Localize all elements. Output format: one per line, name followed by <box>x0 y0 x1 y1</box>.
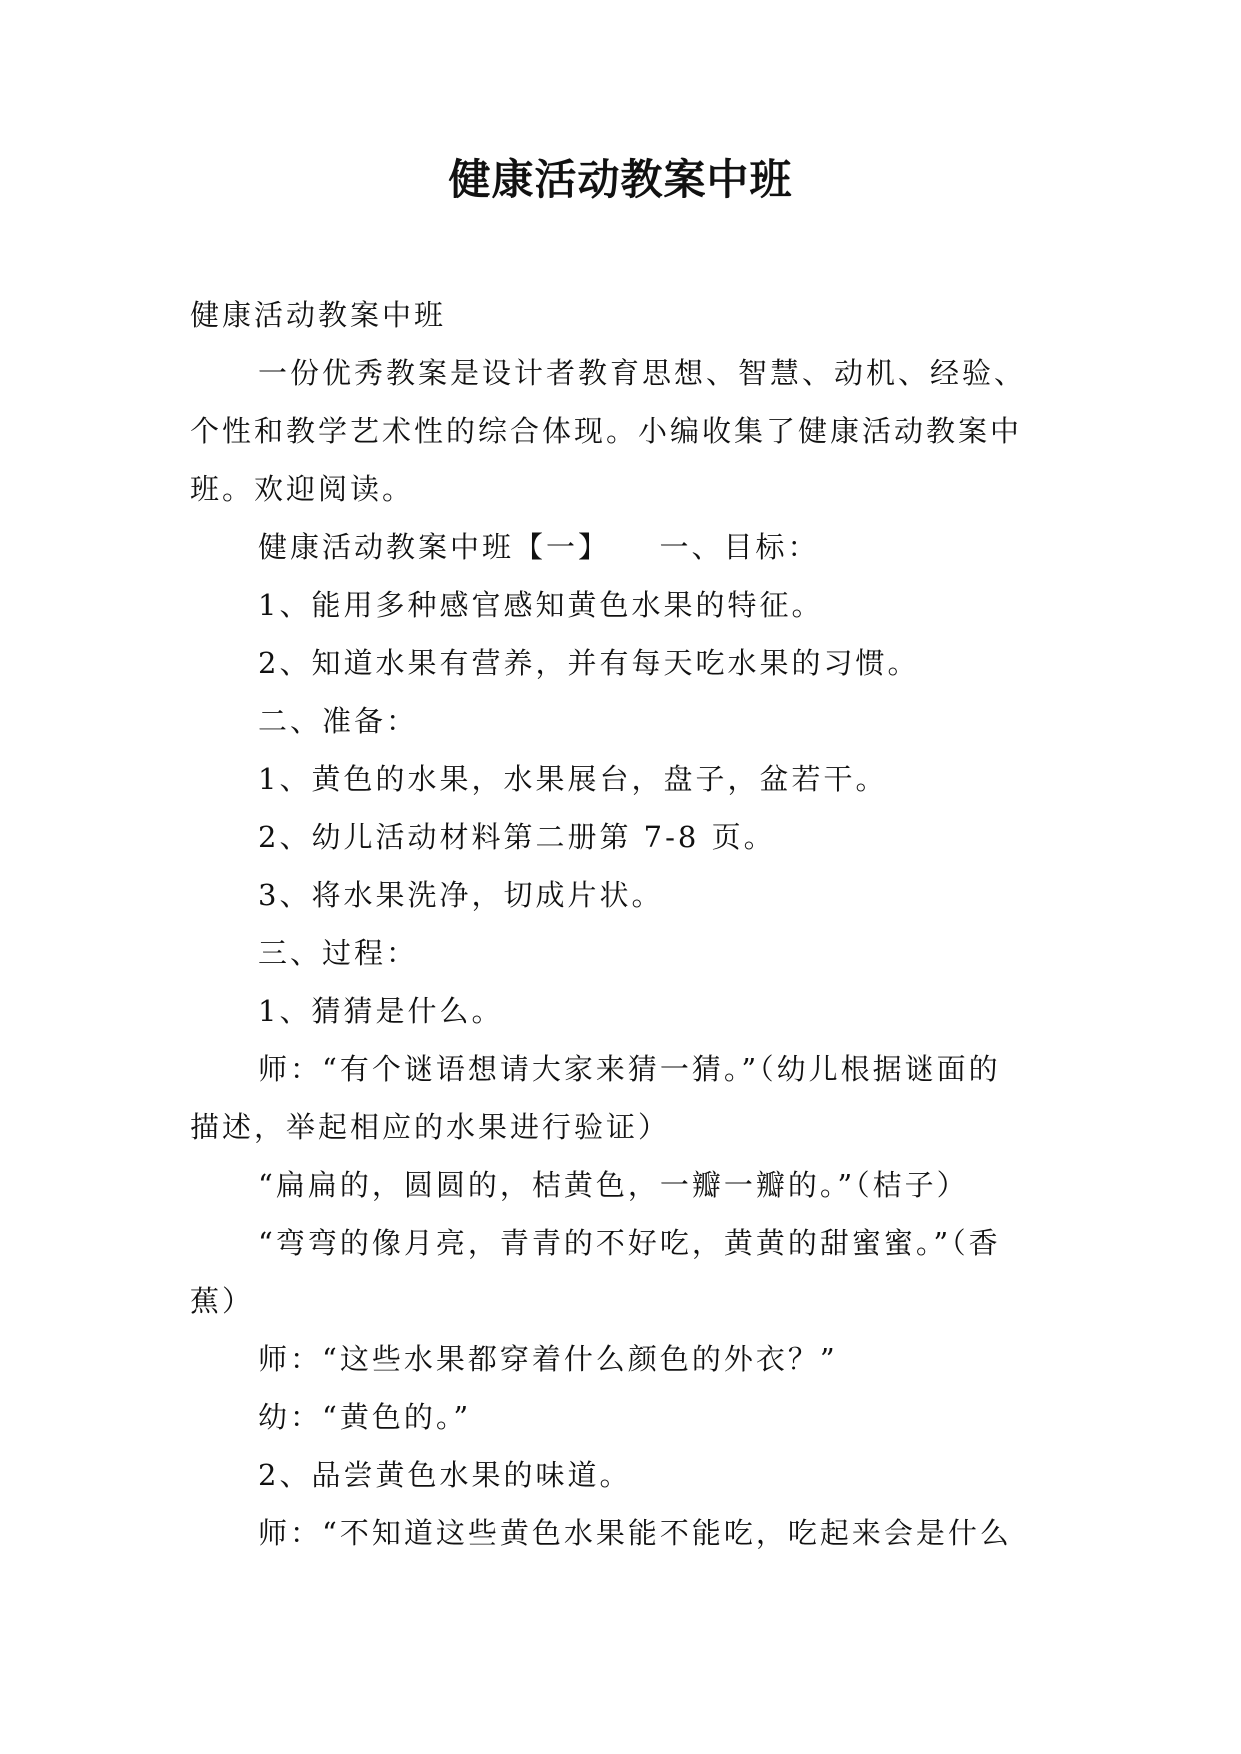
paragraph-line: 师：“这些水果都穿着什么颜色的外衣？” <box>258 1342 838 1376</box>
paragraph-line: 1、猜猜是什么。 <box>258 994 504 1028</box>
paragraph-line: 师：“有个谜语想请大家来猜一猜。”（幼儿根据谜面的 <box>258 1052 1001 1086</box>
paragraph-line: 幼：“黄色的。” <box>258 1400 472 1434</box>
paragraph-line: 1、黄色的水果，水果展台，盘子，盆若干。 <box>258 762 888 796</box>
paragraph-line: 2、知道水果有营养，并有每天吃水果的习惯。 <box>258 646 920 680</box>
document-title: 健康活动教案中班 <box>448 155 793 204</box>
paragraph-line: 1、能用多种感官感知黄色水果的特征。 <box>258 588 824 622</box>
paragraph-line: 师：“不知道这些黄色水果能不能吃，吃起来会是什么 <box>258 1516 1012 1550</box>
paragraph-line: 班。欢迎阅读。 <box>190 472 415 506</box>
document-body <box>190 286 1070 1562</box>
paragraph-line: 健康活动教案中班 <box>190 298 447 332</box>
paragraph-line: 蕉） <box>190 1284 255 1318</box>
paragraph-line: “扁扁的，圆圆的，桔黄色，一瓣一瓣的。”（桔子） <box>258 1168 969 1202</box>
paragraph-line: 描述，举起相应的水果进行验证） <box>190 1110 671 1144</box>
paragraph-line: 个性和教学艺术性的综合体现。小编收集了健康活动教案中 <box>190 414 1023 448</box>
paragraph-line: 一份优秀教案是设计者教育思想、智慧、动机、经验、 <box>258 356 1027 390</box>
paragraph-line: 2、品尝黄色水果的味道。 <box>258 1458 632 1492</box>
paragraph-line: 3、将水果洗净，切成片状。 <box>258 878 664 912</box>
paragraph-line: 二、准备： <box>258 704 419 738</box>
paragraph-line: 三、过程： <box>258 936 419 970</box>
paragraph-line: “弯弯的像月亮，青青的不好吃，黄黄的甜蜜蜜。”（香 <box>258 1226 1001 1260</box>
paragraph-line: 2、幼儿活动材料第二册第 7-8 页。 <box>258 820 776 854</box>
paragraph-line: 健康活动教案中班【一】 一、目标： <box>258 530 820 564</box>
